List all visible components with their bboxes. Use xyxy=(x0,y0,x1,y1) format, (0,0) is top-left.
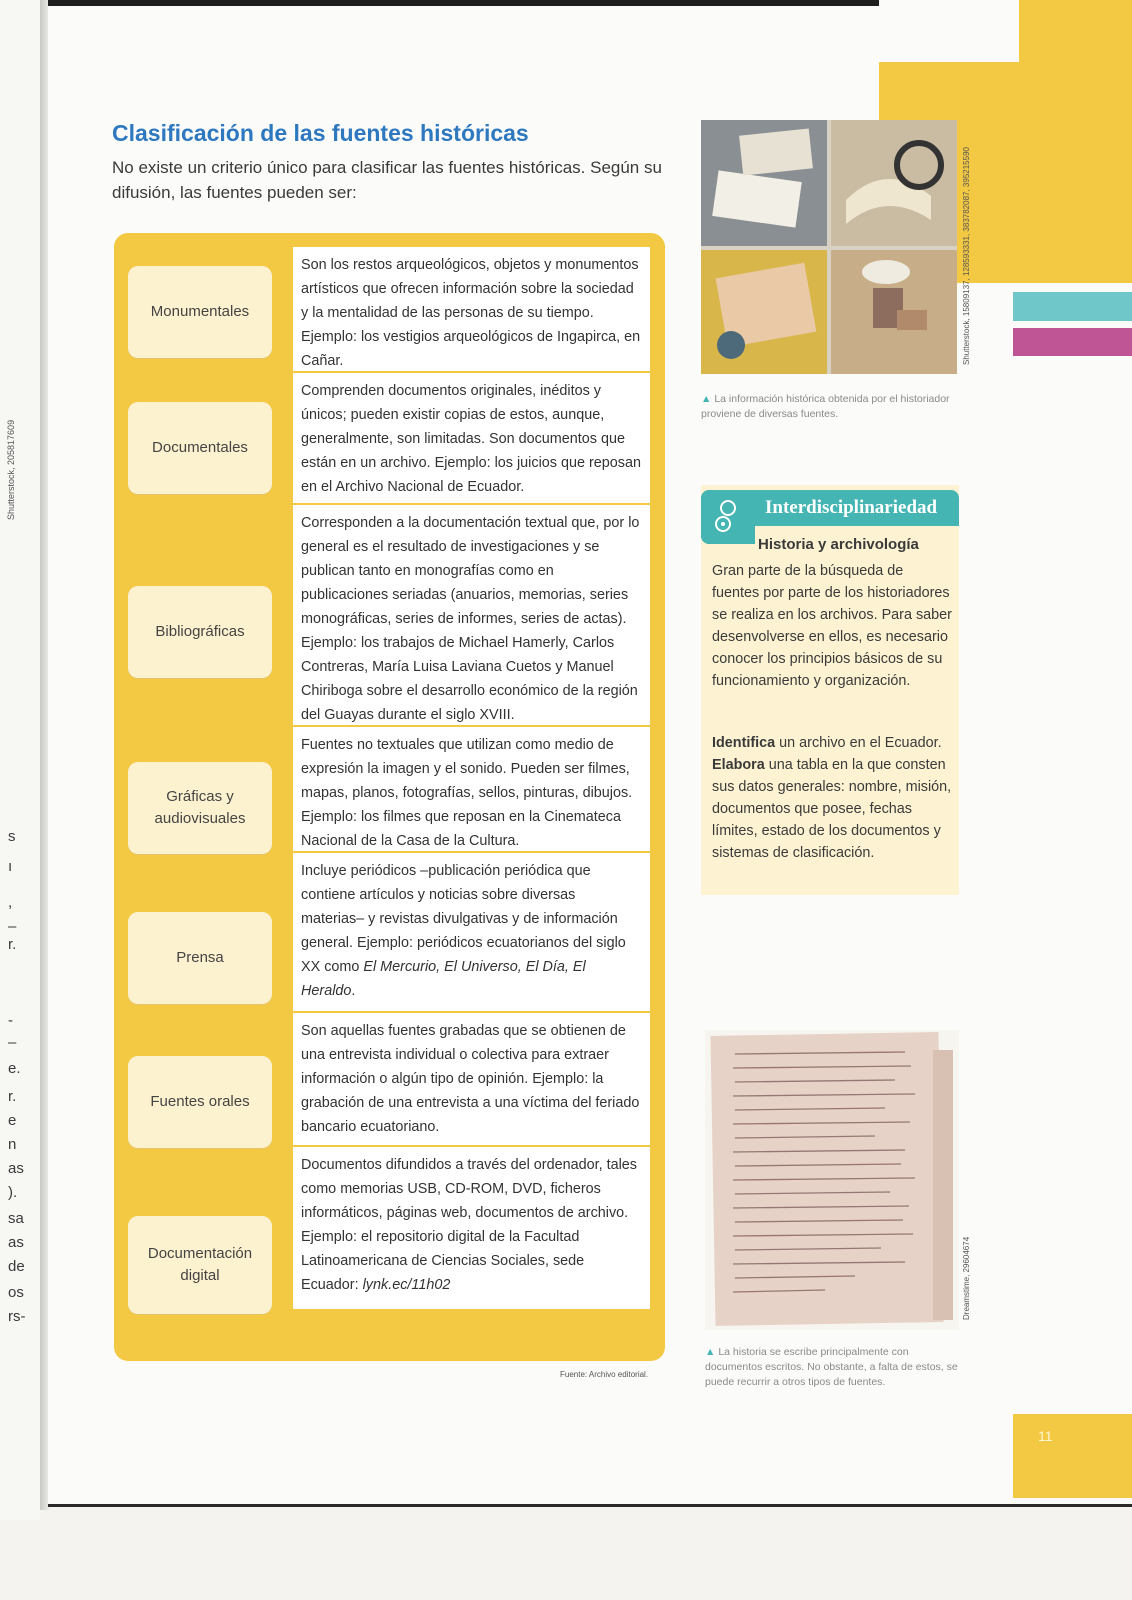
section-title: Clasificación de las fuentes históricas xyxy=(112,120,529,146)
interdisciplinariedad-subheading: Historia y archivología xyxy=(758,536,919,553)
pink-stripe xyxy=(1013,328,1132,356)
row-description-link: lynk.ec/11h02 xyxy=(362,1277,451,1293)
interdisciplinariedad-task xyxy=(712,732,952,864)
facing-page-fragment: r. xyxy=(8,936,17,953)
row-label-documentales: Documentales xyxy=(128,402,272,494)
photo1-caption-text: La información histórica obtenida por el historiador proviene de diversas fuentes. xyxy=(701,393,950,420)
row-description-italic: El Mercurio, El Universo, El Día, El Heraldo xyxy=(301,959,586,999)
row-description: Son los restos arqueológicos, objetos y monumentos artísticos que ofrecen información sobre la sociedad y la mentalidad de las personas de su tiempo. Ejemplo: los vestigios arqueológicos de Ingapirca, en Cañar. xyxy=(301,257,641,369)
facing-page-fragment: as xyxy=(8,1160,24,1177)
interdisciplinariedad-body: Gran parte de la búsqueda de fuentes por parte de los historiadores se realiza en los archivos. Para saber desenvolverse en ellos, es necesario conocer los principios básicos de su funcionamiento y organización. xyxy=(712,563,952,689)
facing-page-fragment: n xyxy=(8,1136,17,1153)
row-description: Documentos difundidos a través del ordenador, tales como memorias USB, CD-ROM, DVD, ficheros informáticos, páginas web, documentos de archivo. Ejemplo: el repositorio digital de la Facultad Latinoamericana de Ciencias Sociales, sede Ecuador: xyxy=(301,1157,637,1293)
photo1-caption xyxy=(701,392,959,422)
facing-page-fragment: – xyxy=(8,1034,17,1051)
facing-page-credit: Shutterstock, 205817609 xyxy=(6,419,16,520)
row-label-documentacion-digital: Documentación digital xyxy=(128,1216,272,1314)
section-intro: No existe un criterio único para clasificar las fuentes históricas. Según su difusión, las fuentes pueden ser: xyxy=(112,158,662,202)
facing-page-fragment: os xyxy=(8,1284,24,1301)
row-label-graficas: Gráficas y audiovisuales xyxy=(128,762,272,854)
facing-page-fragment: e. xyxy=(8,1060,21,1077)
row-description: Corresponden a la documentación textual que, por lo general es el resultado de investigaciones y se publican tanto en monografías como en publicaciones seriadas (anuarios, memorias, series monográficas, series de informes, series de actas). Ejemplo: los trabajos de Michael Hamerly, Carlos Contreras, María Luisa Laviana Cuetos y Manuel Chiriboga sobre el desarrollo económico de la región del Guayas durante el siglo XVIII. xyxy=(301,515,640,723)
row-description-end: . xyxy=(351,983,356,999)
facing-page-fragment: – xyxy=(8,918,17,935)
table-row xyxy=(293,505,650,727)
facing-page-fragment: as xyxy=(8,1234,24,1251)
teal-stripe xyxy=(1013,292,1132,321)
facing-page-fragment: rs- xyxy=(8,1308,26,1325)
facing-page-fragment: - xyxy=(8,1012,13,1029)
task-verb-identifica: Identifica xyxy=(712,735,776,751)
row-label-bibliograficas: Bibliográficas xyxy=(128,586,272,678)
table-row xyxy=(293,1147,650,1309)
table-row xyxy=(293,247,650,373)
chapter-tab-notch xyxy=(879,0,1019,62)
photo2-caption-text: La historia se escribe principalmente con documentos escritos. No obstante, a falta de estos, se puede recurrir a otros tipos de fuentes. xyxy=(705,1346,958,1388)
table-row xyxy=(293,373,650,505)
bottom-border xyxy=(48,1504,1132,1507)
facing-page-fragment: ı xyxy=(8,858,13,875)
row-label-fuentes-orales: Fuentes orales xyxy=(128,1056,272,1148)
row-description: Comprenden documentos originales, inéditos y únicos; pueden existir copias de estos, aunque, generalmente, son limitadas. Son documentos que están en un archivo. Ejemplo: los juicios que reposan en el Archivo Nacional de Ecuador. xyxy=(301,383,641,495)
table-row xyxy=(293,853,650,1013)
row-description: Son aquellas fuentes grabadas que se obtienen de una entrevista individual o colectiva para extraer información o algún tipo de opinión. Ejemplo: la grabación de una entrevista a una víctima del feriado bancario ecuatoriano. xyxy=(301,1023,640,1135)
manuscript-photo xyxy=(705,1030,959,1330)
table-source: Fuente: Archivo editorial. xyxy=(560,1370,649,1379)
caption-triangle-icon: ▲ xyxy=(701,393,712,405)
photo2-caption xyxy=(705,1345,959,1390)
task-text: un archivo en el Ecuador. xyxy=(775,735,942,751)
page-number-tab xyxy=(1013,1414,1132,1498)
row-label-prensa: Prensa xyxy=(128,912,272,1004)
photo2-credit: Dreamstime, 29604674 xyxy=(962,1236,971,1320)
facing-page-fragment: de xyxy=(8,1258,25,1275)
row-label-monumentales: Monumentales xyxy=(128,266,272,358)
historical-sources-photo-collage xyxy=(701,120,957,374)
facing-page-fragment: s xyxy=(8,828,16,845)
task-verb-elabora: Elabora xyxy=(712,757,765,773)
interdisciplinariedad-heading: Interdisciplinariedad xyxy=(755,490,959,526)
row-description: Fuentes no textuales que utilizan como medio de expresión la imagen y el sonido. Pueden ser filmes, mapas, planos, fotografías, sellos, pinturas, dibujos. Ejemplo: los filmes que reposan en la Cinemateca Nacional de la Casa de la Cultura. xyxy=(301,737,633,849)
table-row xyxy=(293,727,650,853)
facing-page-fragment: ). xyxy=(8,1184,18,1201)
interdisciplinary-icon xyxy=(701,490,755,544)
caption-triangle-icon: ▲ xyxy=(705,1346,716,1358)
facing-page-fragment: e xyxy=(8,1112,17,1129)
table-row xyxy=(293,1013,650,1147)
facing-page-fragment: , xyxy=(8,894,13,911)
row-description: Incluye periódicos –publicación periódica que contiene artículos y noticias sobre diversas materias– y revistas divulgativas y de información general. Ejemplo: periódicos ecuatorianos del siglo XX como xyxy=(301,863,626,975)
facing-page-fragment: r. xyxy=(8,1088,17,1105)
facing-page-fragment: sa xyxy=(8,1210,24,1227)
photo1-credit: Shutterstock, 15809137, 128593331, 383782087, 395215590 xyxy=(962,147,971,365)
task-text: una tabla en la que consten sus datos generales: nombre, misión, documentos que posee, fechas límites, estado de los documentos y sistemas de clasificación. xyxy=(712,757,952,861)
page-number: 11 xyxy=(1038,1428,1053,1444)
